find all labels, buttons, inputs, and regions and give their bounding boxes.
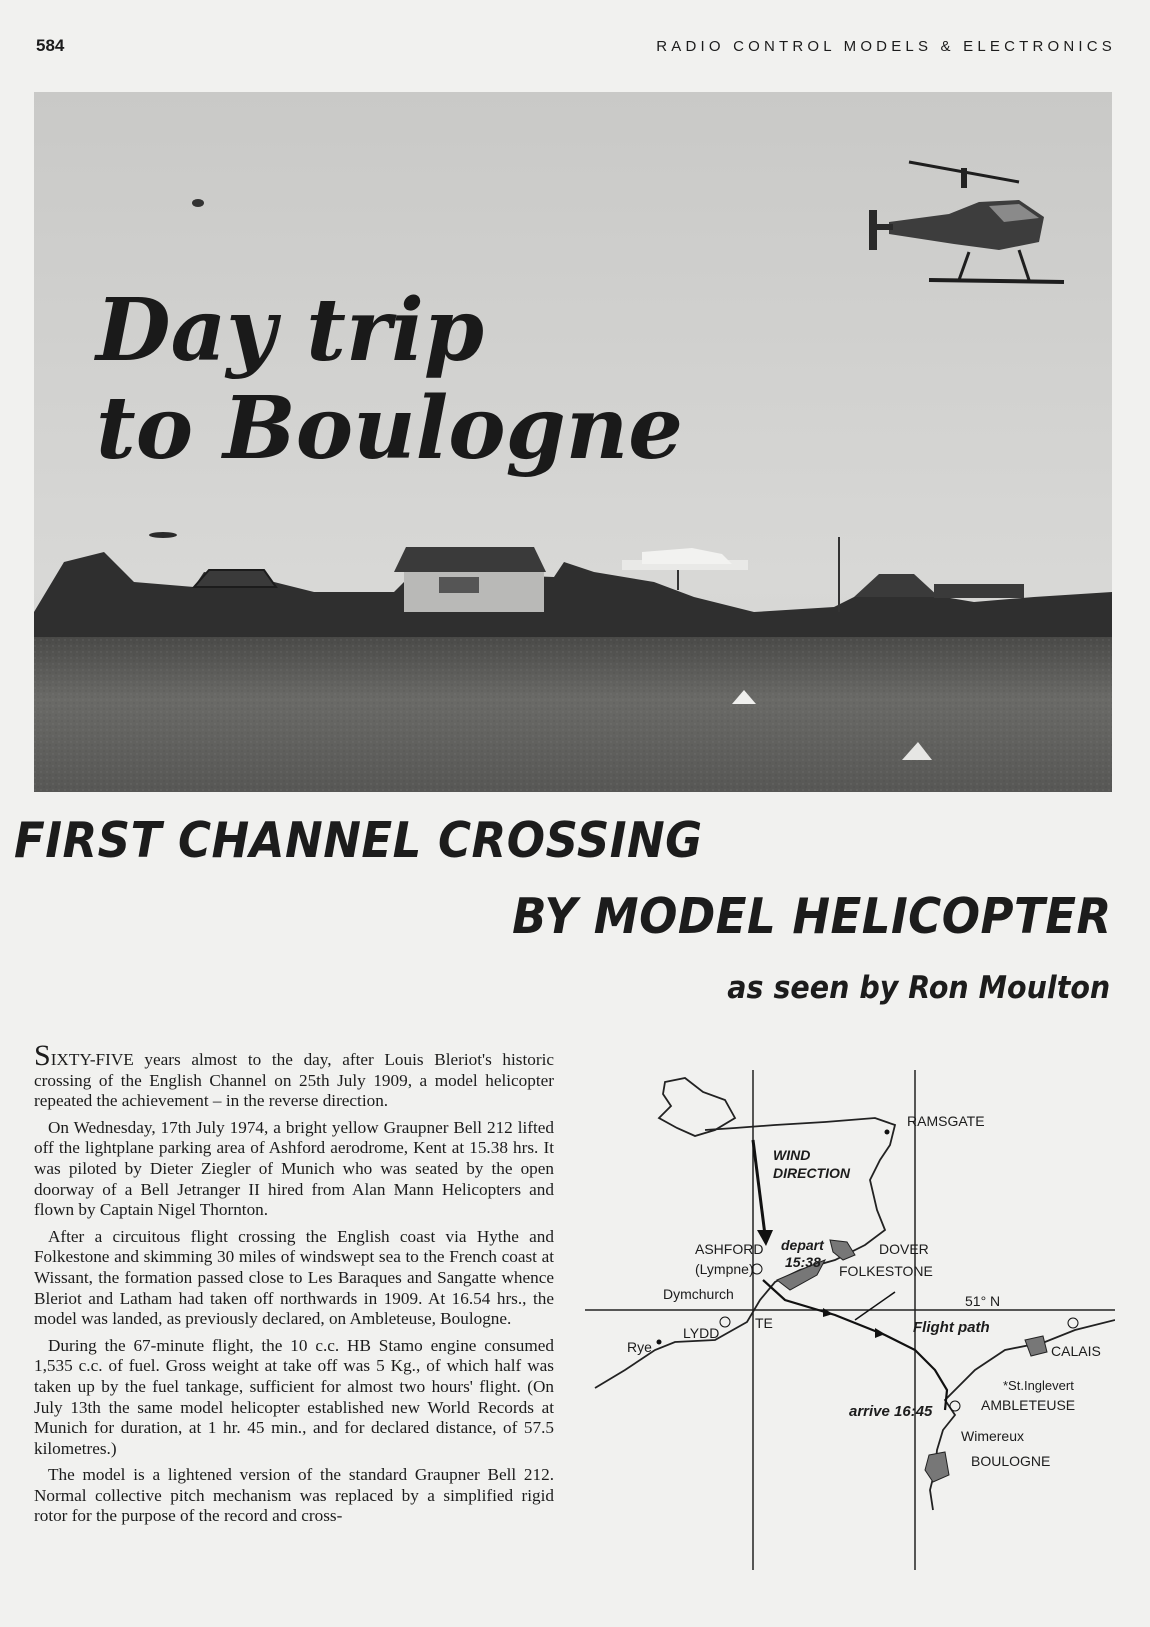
lydd-aerodrome-symbol xyxy=(720,1317,730,1327)
label-ashford: ASHFORD xyxy=(695,1241,764,1257)
photo-title-line1: Day trip xyxy=(96,280,485,381)
label-ambleteuse: AMBLETEUSE xyxy=(981,1397,1076,1413)
label-boulogne: BOULOGNE xyxy=(971,1453,1051,1469)
label-wind-line1: WIND xyxy=(773,1147,811,1163)
headline-line2: BY MODEL HELICOPTER xyxy=(512,888,1112,945)
article-body xyxy=(34,1039,554,1533)
photo-title xyxy=(96,282,683,478)
label-ramsgate: RAMSGATE xyxy=(907,1113,985,1129)
paragraph-5: The model is a lightened version of the standard Graupner Bell 212. Normal collective pitch mechanism was replaced by a simplified rigid rotor for the purpose of the record and cross- xyxy=(34,1465,554,1526)
byline: as seen by Ron Moulton xyxy=(727,970,1110,1006)
paragraph-3: After a circuitous flight crossing the English coast via Hythe and Folkestone and skimming 30 miles of windswept sea to the French coast at Wissant, the formation passed close to Les Baraques and Sangatte whence Bleriot and Latham had taken off northwards in 1909. At 16.54 hrs., the model was landed, as previously declared, on Ambleteuse, Boulogne. xyxy=(34,1226,554,1329)
label-calais: CALAIS xyxy=(1051,1343,1101,1359)
house-left xyxy=(194,570,276,587)
helicopter-photo xyxy=(34,92,1112,792)
island-outline xyxy=(659,1078,735,1136)
photo-title-line2: to Boulogne xyxy=(96,378,684,479)
paragraph-1-text: IXTY-FIVE years almost to the day, after Louis Bleriot's historic crossing of the English Channel on 25th July 1909, a model helicopter repeated the achievement – in the reverse direction. xyxy=(34,1050,554,1111)
flight-path-line xyxy=(763,1280,947,1410)
label-rye: Rye xyxy=(627,1339,652,1355)
label-latitude: 51° N xyxy=(965,1293,1001,1309)
drop-cap: S xyxy=(34,1039,51,1072)
ambleteuse-landing-symbol xyxy=(950,1401,960,1411)
label-wimereux: Wimereux xyxy=(961,1428,1025,1444)
label-depart: depart xyxy=(781,1237,824,1253)
label-dymchurch: Dymchurch xyxy=(663,1286,734,1302)
running-title: RADIO CONTROL MODELS & ELECTRONICS xyxy=(656,38,1116,55)
label-te: TE xyxy=(755,1315,773,1331)
label-wind-line2: DIRECTION xyxy=(773,1165,850,1181)
calais-aerodrome-symbol xyxy=(1068,1318,1078,1328)
label-flight-path: Flight path xyxy=(913,1319,990,1336)
label-lympne: (Lympne) xyxy=(695,1261,754,1277)
label-lydd: LYDD xyxy=(683,1325,720,1341)
paragraph-2: On Wednesday, 17th July 1974, a bright yellow Graupner Bell 212 lifted off the lightplane parking area of Ashford aerodrome, Kent at 15.38 hrs. It was piloted by Dieter Ziegler of Munich who was seated by the open doorway of a Bell Jetranger II hired from Alan Mann Helicopters and flown by Captain Nigel Thornton. xyxy=(34,1117,554,1220)
paragraph-1 xyxy=(34,1039,554,1112)
paragraph-4: During the 67-minute flight, the 10 c.c. HB Stamo engine consumed 1,535 c.c. of fuel. Gross weight at take off was 5 Kg., of which half was taken up by the fuel tankage, sufficient for almost two hours' flight. (On July 13th the same model helicopter established new World Records at Munich for duration, at 1 hr. 45 min., and for declared distance, of 57.5 kilometres.) xyxy=(34,1335,554,1458)
label-arrive: arrive 16:45 xyxy=(849,1403,933,1420)
house-center xyxy=(394,547,546,612)
page-number: 584 xyxy=(36,36,65,55)
label-folkestone: FOLKESTONE xyxy=(839,1263,933,1279)
flight-map xyxy=(585,1070,1115,1575)
bird-speck xyxy=(192,199,204,207)
headline-line1: FIRST CHANNEL CROSSING xyxy=(14,812,703,869)
label-dover: DOVER xyxy=(879,1241,929,1257)
label-st-inglevert: *St.Inglevert xyxy=(1003,1378,1074,1393)
label-depart-time: 15:38 xyxy=(785,1254,821,1270)
